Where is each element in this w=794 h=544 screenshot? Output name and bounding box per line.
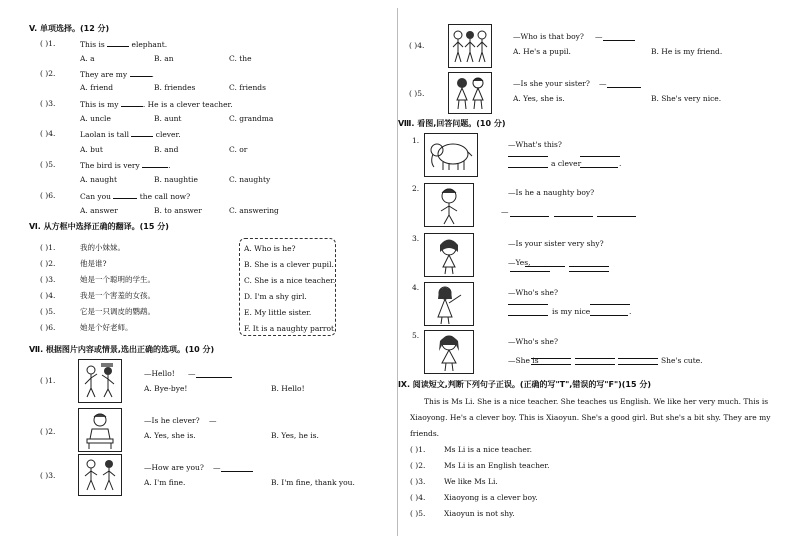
sec8-q1-answer-end: .: [619, 159, 622, 168]
woman-teacher-picture: [425, 283, 473, 325]
sec9-item2-text: Ms Li is an English teacher.: [444, 461, 550, 470]
sec7-q2-dash: —: [209, 416, 217, 425]
section-7-title: Ⅶ. 根据图片内容或情景,选出正确的选项。(10 分): [29, 345, 215, 354]
sec8-q2-picture: [424, 183, 474, 227]
sec6-item5-num: ( )5.: [40, 307, 56, 316]
sec5-q4-stem: Laolan is tall clever.: [80, 130, 181, 139]
sec7-q3-answer-line: [221, 471, 253, 472]
sec7-q2-prompt: —Is he clever?: [144, 416, 200, 425]
sec6-box-d: D. I'm a shy girl.: [244, 292, 307, 301]
elephant-picture: [425, 134, 477, 176]
sec8-q1-picture: [424, 133, 478, 177]
sec8-q1-line-1: [508, 156, 548, 157]
sec8-q5-num: 5.: [412, 331, 420, 340]
sec7-q3-picture: [78, 454, 122, 496]
sec8-q3-line-1: [525, 266, 565, 267]
two-girls-picture: [449, 73, 491, 113]
sec8-q2-line-3: [597, 216, 636, 217]
sec9-item2-num: ( )2.: [410, 461, 426, 470]
sec6-box-f: F. It is a naughty parrot.: [244, 324, 337, 333]
sec8-q1-num: 1.: [412, 136, 420, 145]
sec7-q4-num: ( )4.: [409, 41, 425, 50]
sec8-q3-question: —Is your sister very shy?: [508, 239, 604, 248]
sec8-q4-line-1: [508, 304, 548, 305]
sec5-q3-num: ( )3.: [40, 99, 56, 108]
sec9-item4-num: ( )4.: [410, 493, 426, 502]
sec8-q1-question: —What's this?: [508, 140, 562, 149]
sec5-q6-stem: Can you the call now?: [80, 192, 191, 201]
sec5-q6-opt-c: C. answering: [229, 206, 279, 215]
sec7-q3-dash: —: [213, 463, 221, 472]
sec6-item3-num: ( )3.: [40, 275, 56, 284]
sec5-q1-stem: This is elephant.: [80, 40, 168, 49]
sec8-q5-line-6: [618, 364, 658, 365]
sec7-q1-answer-line: [196, 377, 232, 378]
sec8-q4-num: 4.: [412, 283, 420, 292]
sec8-q5-line-2: [575, 358, 615, 359]
sec9-passage-line-1: This is Ms Li. She is a nice teacher. She teaches us English. We like her very much. This is: [424, 397, 769, 406]
column-divider: [397, 8, 398, 536]
sec8-q4-answer-end: .: [629, 307, 632, 316]
sec5-q1-opt-c: C. the: [229, 54, 252, 63]
sec8-q2-line-1: [510, 216, 549, 217]
section-6-title: Ⅵ. 从方框中选择正确的翻译。(15 分): [29, 222, 169, 231]
sec5-q1-num: ( )1.: [40, 39, 56, 48]
sec8-q2-line-2: [554, 216, 593, 217]
sec8-q5-line-4: [531, 364, 571, 365]
sec8-q3-num: 3.: [412, 234, 420, 243]
sec7-q1-picture: [78, 359, 122, 403]
sec5-q2-stem: They are my .: [80, 70, 154, 79]
sec5-q5-opt-c: C. naughty: [229, 175, 271, 184]
sec6-item2-num: ( )2.: [40, 259, 56, 268]
sec8-q5-line-1: [531, 358, 571, 359]
sec6-item5-text: 它是一只调皮的鹦鹉。: [80, 307, 155, 316]
sec8-q4-line-3: [508, 315, 548, 316]
sec8-q3-answer-pre: —Yes,: [508, 258, 531, 267]
boy-studying-picture: [79, 409, 121, 451]
sec7-q3-num: ( )3.: [40, 471, 56, 480]
sec5-q6-opt-b: B. to answer: [154, 206, 202, 215]
sec5-q3-opt-b: B. aunt: [154, 114, 182, 123]
sec7-q5-picture: [448, 72, 492, 114]
sec9-item3-text: We like Ms Li.: [444, 477, 498, 486]
sec5-q3-opt-c: C. grandma: [229, 114, 274, 123]
sec6-box-c: C. She is a nice teacher.: [244, 276, 336, 285]
sec5-q3-stem: This is my . He is a clever teacher.: [80, 100, 233, 109]
sec9-passage-line-3: friends.: [410, 429, 440, 438]
sec7-q1-opt-a: A. Bye-bye!: [144, 384, 188, 393]
sec5-q4-opt-c: C. or: [229, 145, 248, 154]
sec7-q5-num: ( )5.: [409, 89, 425, 98]
sec7-q2-opt-b: B. Yes, he is.: [271, 431, 319, 440]
sec5-q2-num: ( )2.: [40, 69, 56, 78]
sec5-q4-opt-b: B. and: [154, 145, 179, 154]
sec9-item4-text: Xiaoyong is a clever boy.: [444, 493, 538, 502]
sec8-q3-line-3: [510, 271, 550, 272]
shy-girl-picture: [425, 234, 473, 276]
sec8-q5-picture: [424, 330, 474, 374]
sec9-passage-line-2: Xiaoyong. He's a clever boy. This is Xiaoyun. She's a good girl. But she's a bit shy. They are my: [410, 413, 771, 422]
sec5-q4-opt-a: A. but: [80, 145, 103, 154]
sec7-q5-dash: —: [599, 79, 607, 88]
sec6-item6-num: ( )6.: [40, 323, 56, 332]
sec7-q5-opt-a: A. Yes, she is.: [513, 94, 565, 103]
sec5-q5-opt-b: B. naughtie: [154, 175, 198, 184]
sec8-q5-answer-pre: —She is: [508, 356, 539, 365]
sec8-q1-answer-mid: a clever: [551, 159, 582, 168]
sec7-q3-prompt: —How are you?: [144, 463, 204, 472]
sec8-q4-line-4: [590, 315, 628, 316]
sec7-q4-opt-b: B. He is my friend.: [651, 47, 723, 56]
sec8-q5-answer-end: She's cute.: [661, 356, 703, 365]
sec7-q4-dash: —: [595, 32, 603, 41]
section-5-title: V. 单项选择。(12 分): [29, 24, 110, 33]
sec9-item1-text: Ms Li is a nice teacher.: [444, 445, 532, 454]
sec7-q1-opt-b: B. Hello!: [271, 384, 305, 393]
sec7-q2-num: ( )2.: [40, 427, 56, 436]
sec8-q2-num: 2.: [412, 184, 420, 193]
sec6-item4-text: 我是一个害羞的女孩。: [80, 291, 155, 300]
sec5-q1-opt-a: A. a: [80, 54, 95, 63]
sec5-q2-opt-c: C. friends: [229, 83, 266, 92]
boy-picture: [425, 184, 473, 226]
sec7-q3-opt-a: A. I'm fine.: [144, 478, 186, 487]
sec8-q3-line-2: [569, 266, 609, 267]
sec7-q2-opt-a: A. Yes, she is.: [144, 431, 196, 440]
sec6-box-a: A. Who is he?: [244, 244, 296, 253]
sec9-item5-text: Xiaoyun is not shy.: [444, 509, 515, 518]
sec5-q6-opt-a: A. answer: [80, 206, 118, 215]
sec6-item1-text: 我的小妹妹。: [80, 243, 125, 252]
sec7-q4-picture: [448, 24, 492, 68]
three-boys-picture: [449, 25, 491, 67]
little-girl-picture: [425, 331, 473, 373]
sec8-q3-picture: [424, 233, 474, 277]
sec5-q3-opt-a: A. uncle: [80, 114, 111, 123]
sec5-q5-num: ( )5.: [40, 160, 56, 169]
sec8-q4-question: —Who's she?: [508, 288, 558, 297]
sec5-q1-opt-b: B. an: [154, 54, 174, 63]
sec8-q4-line-2: [590, 304, 630, 305]
section-8-title: Ⅷ. 看图,回答问题。(10 分): [398, 119, 506, 128]
sec6-box-e: E. My little sister.: [244, 308, 312, 317]
sec7-q1-dash: —: [188, 369, 196, 378]
two-children-picture: [79, 455, 121, 495]
sec9-item1-num: ( )1.: [410, 445, 426, 454]
sec8-q4-picture: [424, 282, 474, 326]
sec6-item2-text: 他是谁?: [80, 259, 107, 268]
sec5-q2-opt-a: A. friend: [80, 83, 114, 92]
two-people-greeting-picture: [79, 360, 121, 402]
sec7-q5-answer-line: [607, 87, 641, 88]
sec9-item3-num: ( )3.: [410, 477, 426, 486]
sec5-q4-num: ( )4.: [40, 129, 56, 138]
sec6-box-b: B. She is a clever pupil.: [244, 260, 334, 269]
sec8-q5-question: —Who's she?: [508, 337, 558, 346]
sec7-q2-picture: [78, 408, 122, 452]
sec7-q4-opt-a: A. He's a pupil.: [513, 47, 571, 56]
sec7-q3-opt-b: B. I'm fine, thank you.: [271, 478, 355, 487]
sec6-item3-text: 她是一个聪明的学生。: [80, 275, 155, 284]
sec6-item6-text: 她是个好老师。: [80, 323, 133, 332]
sec5-q5-opt-a: A. naught: [80, 175, 117, 184]
sec8-q4-answer-mid: is my nice: [552, 307, 591, 316]
sec8-q1-line-3: [508, 167, 548, 168]
sec7-q5-prompt: —Is she your sister?: [513, 79, 590, 88]
section-9-title: Ⅸ. 阅读短文,判断下列句子正误。(正确的写"T",错误的写"F")(15 分): [398, 380, 652, 389]
sec6-item1-num: ( )1.: [40, 243, 56, 252]
sec7-q4-prompt: —Who is that boy?: [513, 32, 584, 41]
sec7-q1-num: ( )1.: [40, 376, 56, 385]
sec7-q1-prompt: —Hello!: [144, 369, 175, 378]
sec5-q6-num: ( )6.: [40, 191, 56, 200]
sec8-q3-line-4: [569, 271, 609, 272]
sec8-q5-line-5: [575, 364, 615, 365]
sec8-q5-line-3: [618, 358, 658, 359]
sec6-item4-num: ( )4.: [40, 291, 56, 300]
sec7-q4-answer-line: [603, 40, 635, 41]
sec9-item5-num: ( )5.: [410, 509, 426, 518]
sec5-q2-opt-b: B. friendes: [154, 83, 196, 92]
sec8-q2-question: —Is he a naughty boy?: [508, 188, 595, 197]
sec8-q1-line-4: [580, 167, 618, 168]
sec7-q5-opt-b: B. She's very nice.: [651, 94, 722, 103]
sec8-q1-line-2: [580, 156, 620, 157]
sec8-q2-answer-pre: —: [501, 207, 509, 216]
sec5-q5-stem: The bird is very .: [80, 161, 171, 170]
